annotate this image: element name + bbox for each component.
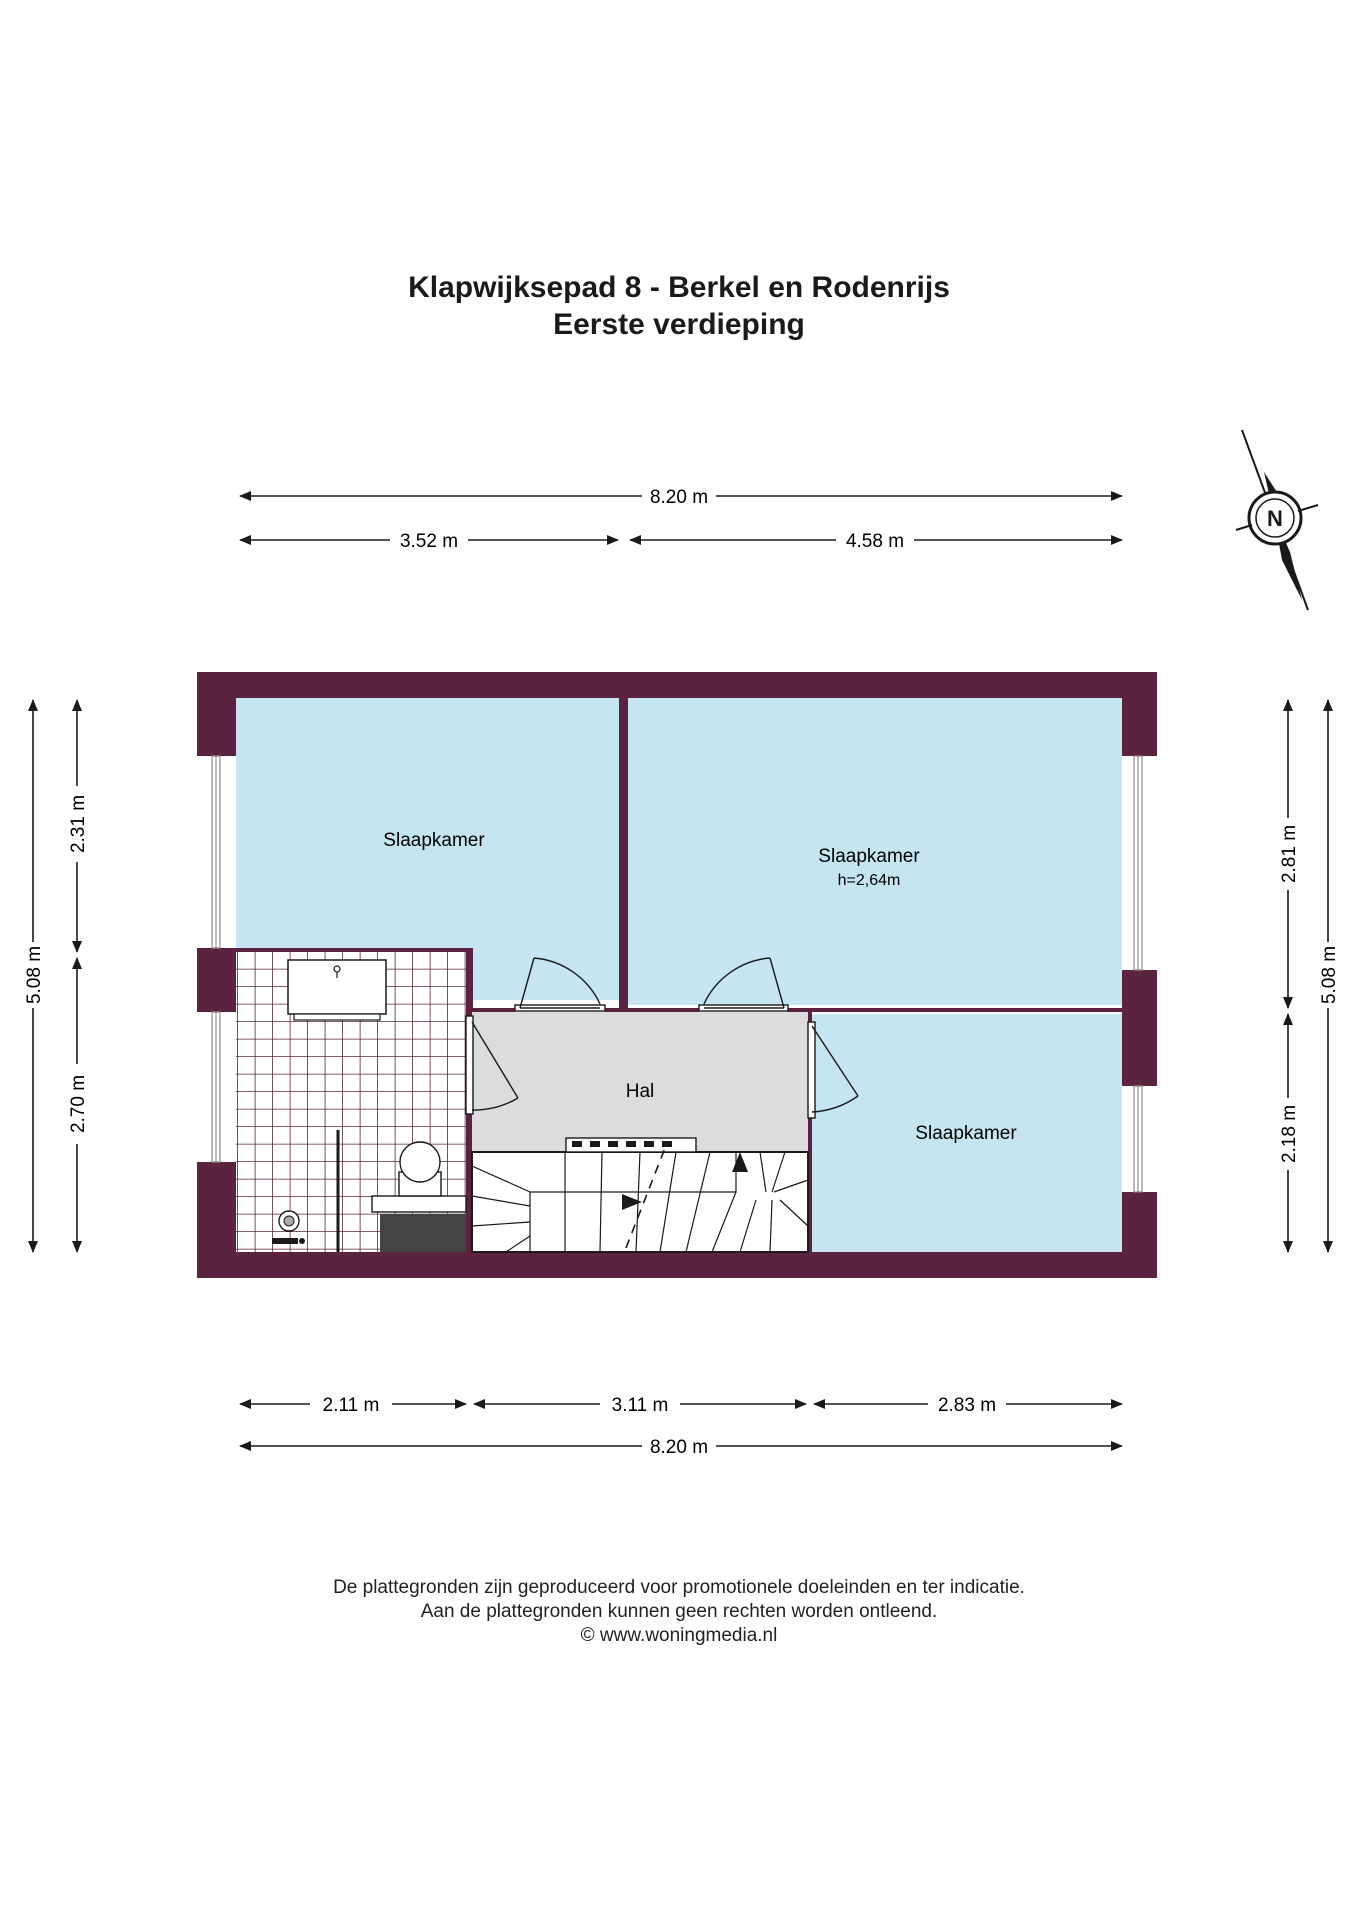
dim-bottom-right: 2.83 m [937,1395,997,1416]
dim-left-total: 5.08 m [24,945,45,1005]
dim-right-upper: 2.81 m [1279,824,1300,884]
dim-right-lower: 2.18 m [1279,1104,1300,1164]
floor-subtitle: Eerste verdieping [553,308,805,341]
label-hall: Hal [625,1081,655,1102]
dim-left-lower: 2.70 m [68,1074,89,1134]
dim-right-total: 5.08 m [1319,945,1340,1005]
dim-bottom-middle: 3.11 m [611,1395,669,1416]
compass-icon [1236,430,1318,610]
dim-bottom-total: 8.20 m [649,1437,709,1458]
label-bedroom-right-top: Slaapkamer [818,846,920,867]
page-title: Klapwijksepad 8 - Berkel en Rodenrijs [408,271,950,304]
disclaimer-line-2: Aan de plattegronden kunnen geen rechten worden ontleend. [420,1601,938,1622]
dim-top-left: 3.52 m [399,531,459,552]
label-bedroom-left: Slaapkamer [383,830,485,851]
dim-bottom-left: 2.11 m [322,1395,380,1416]
dim-top-right: 4.58 m [845,531,905,552]
copyright-line: © www.woningmedia.nl [580,1625,778,1646]
compass-north-label: N [1267,506,1283,531]
dim-top-total: 8.20 m [649,487,709,508]
label-ceiling-height: h=2,64m [837,872,901,889]
label-bedroom-right-bottom: Slaapkamer [915,1123,1017,1144]
left-dimensions [24,700,89,1252]
right-dimensions [1279,700,1340,1252]
bottom-dimensions [240,1395,1122,1458]
dim-left-upper: 2.31 m [68,794,89,854]
top-dimensions [240,487,1122,552]
disclaimer-line-1: De plattegronden zijn geproduceerd voor promotionele doeleinden en ter indicatie. [333,1577,1025,1598]
staircase [472,1138,808,1252]
